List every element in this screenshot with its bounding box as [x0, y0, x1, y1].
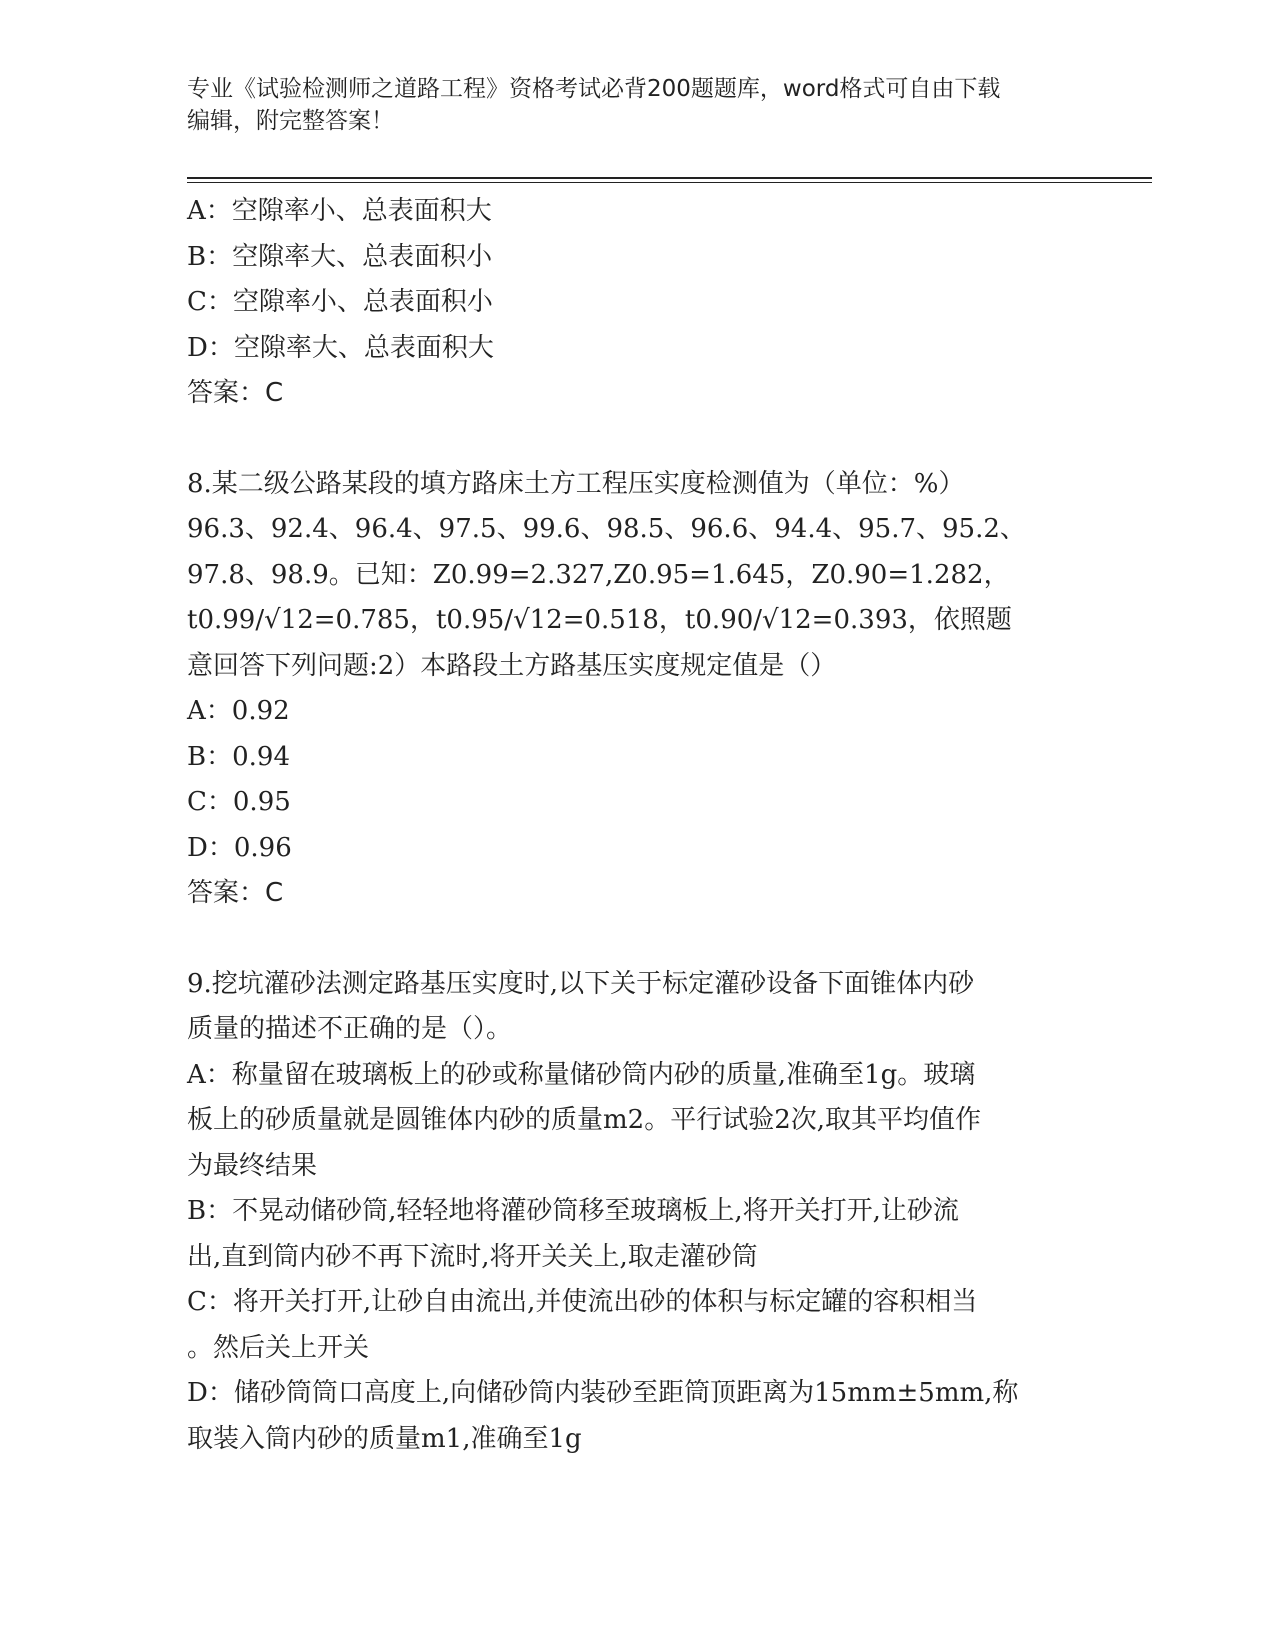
header-divider-thin: [187, 182, 1152, 183]
question-content: [187, 189, 1087, 1462]
q9-option-b-line: 出,直到筒内砂不再下流时,将开关关上,取走灌砂筒: [187, 1241, 758, 1272]
q7-option-d: D：空隙率大、总表面积大: [187, 332, 494, 363]
page-header: [187, 73, 1087, 137]
header-divider-thick: [187, 177, 1152, 179]
q8-stem-line: 意回答下列问题:2）本路段土方路基压实度规定值是（）: [187, 650, 837, 681]
q8-option-c: C：0.95: [187, 787, 291, 817]
q9-option-a-line: 为最终结果: [187, 1150, 318, 1181]
q9-option-b-line: B：不晃动储砂筒,轻轻地将灌砂筒移至玻璃板上,将开关打开,让砂流: [187, 1196, 959, 1226]
q9-option-a-line: 板上的砂质量就是圆锥体内砂的质量m2。平行试验2次,取其平均值作: [187, 1105, 982, 1135]
q8-option-a: A：0.92: [187, 696, 290, 726]
q9-option-d-line: D：储砂筒筒口高度上,向储砂筒内装砂至距筒顶距离为15mm±5mm,称: [187, 1378, 1019, 1408]
q9-stem-line: 质量的描述不正确的是（）。: [187, 1014, 513, 1044]
question-9: [187, 962, 1087, 1463]
q9-option-c-line: C：将开关打开,让砂自由流出,并使流出砂的体积与标定罐的容积相当: [187, 1287, 978, 1317]
q9-option-d-line: 取装入筒内砂的质量m1,准确至1g: [187, 1423, 582, 1454]
q8-option-b: B：0.94: [187, 741, 290, 772]
q8-stem-line: 97.8、98.9。已知：Z0.99=2.327,Z0.95=1.645，Z0.90=1.282，: [187, 559, 1010, 590]
q8-answer: 答案：C: [187, 878, 284, 908]
q8-stem-line: 96.3、92.4、96.4、97.5、99.6、98.5、96.6、94.4、95.7、95.2、: [187, 514, 1026, 544]
q8-option-d: D：0.96: [187, 832, 292, 863]
question-8: [187, 462, 1087, 917]
q7-answer: 答案：C: [187, 378, 284, 408]
header-line-2: 编辑，附完整答案！: [187, 108, 394, 134]
q7-option-c: C：空隙率小、总表面积小: [187, 287, 493, 317]
q9-stem-line: 9.挖坑灌砂法测定路基压实度时,以下关于标定灌砂设备下面锥体内砂: [187, 968, 975, 999]
q9-option-c-line: 。然后关上开关: [187, 1332, 370, 1363]
spacer: [187, 917, 1087, 962]
spacer: [187, 417, 1087, 462]
q7-option-a: A：空隙率小、总表面积大: [187, 196, 492, 226]
question-7: [187, 189, 1087, 417]
q7-option-b: B：空隙率大、总表面积小: [187, 241, 493, 272]
header-line-1: 专业《试验检测师之道路工程》资格考试必背200题题库，word格式可自由下载: [187, 76, 1001, 102]
q8-stem-line: 8.某二级公路某段的填方路床土方工程压实度检测值为（单位：%）: [187, 468, 965, 499]
q9-option-a-line: A：称量留在玻璃板上的砂或称量储砂筒内砂的质量,准确至1g。玻璃: [187, 1059, 976, 1090]
q8-stem-line: t0.99/√12=0.785，t0.95/√12=0.518，t0.90/√12=0.393，依照题: [187, 605, 1012, 635]
